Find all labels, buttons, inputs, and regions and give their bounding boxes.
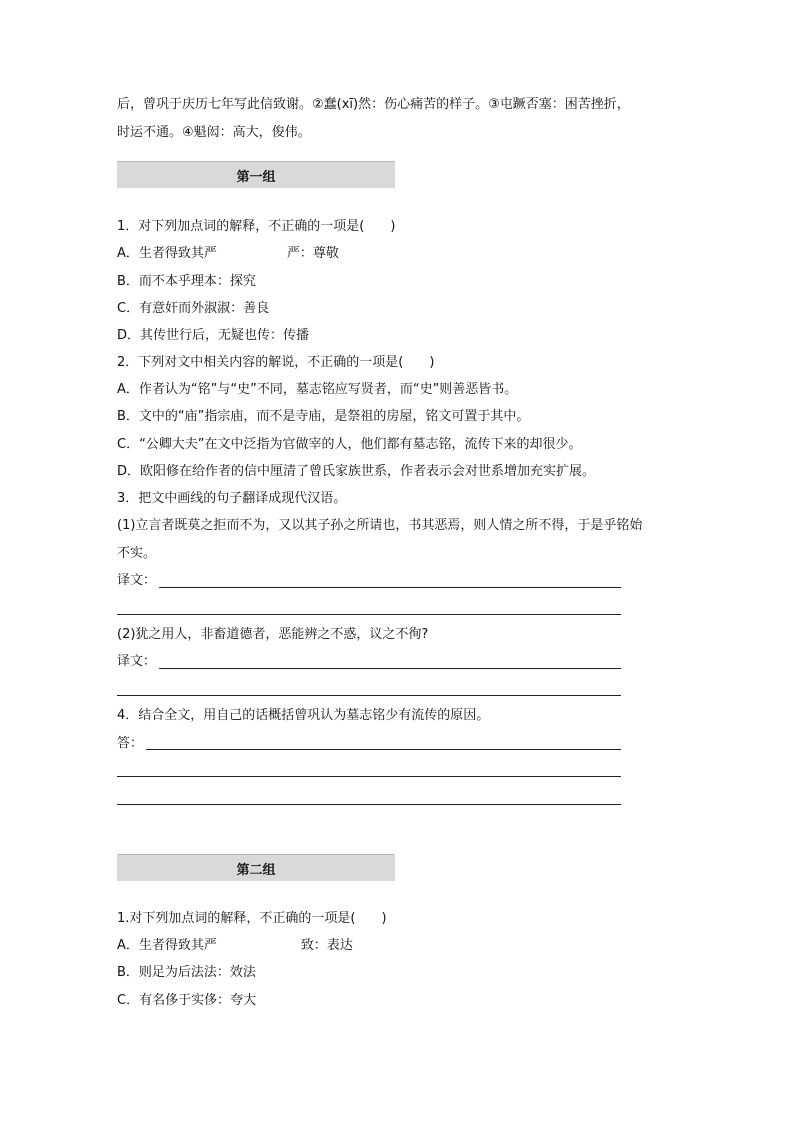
group-1-title: 第一组: [236, 169, 276, 185]
g1-q4-answer-label: 答：: [117, 736, 144, 751]
g1-q3-sentence-1-line-2: 不实。: [117, 546, 157, 561]
g2-q1-stem: 1.对下列加点词的解释，不正确的一项是( ): [117, 911, 387, 926]
g1-q3-sentence-2: (2)犹之用人，非畜道德者，恶能辨之不惑，议之不徇?: [117, 627, 429, 642]
g2-q1-option-a: [117, 937, 353, 955]
g1-q2-stem: 2．下列对文中相关内容的解说，不正确的一项是( ): [117, 355, 435, 370]
g1-q3-answer-line-1a[interactable]: [159, 587, 621, 588]
g1-q1-option-a: [117, 245, 339, 263]
g1-q3-answer-line-2a[interactable]: [159, 668, 621, 669]
group-1-banner: [117, 161, 395, 188]
g2-q1-option-a-text: A．生者得致其严: [117, 938, 217, 953]
group-2-banner: [117, 854, 395, 881]
g1-q1-option-d: D．其传世行后，无疑也传：传播: [117, 328, 310, 343]
intro-line-2: 时运不通。④魁闳：高大，俊伟。: [117, 125, 311, 140]
g1-q1-option-b: B．而不本乎理本：探究: [117, 274, 256, 289]
g1-q2-option-d: D．欧阳修在给作者的信中厘清了曾氏家族世系，作者表示会对世系增加充实扩展。: [117, 464, 596, 479]
g1-q4-answer-line-3[interactable]: [117, 804, 621, 805]
g1-q3-translate-label-2: 译文：: [117, 654, 157, 669]
g2-q1-option-b: B．则足为后法法：效法: [117, 965, 256, 980]
g1-q2-option-c: C．“公卿大夫”在文中泛指为官做宰的人，他们都有墓志铭，流传下来的却很少。: [117, 437, 582, 452]
g1-q3-answer-line-1b[interactable]: [117, 614, 621, 615]
g1-q3-stem: 3．把文中画线的句子翻译成现代汉语。: [117, 491, 347, 506]
g1-q3-sentence-1-line-1: (1)立言者既莫之拒而不为，又以其子孙之所请也，书其恶焉，则人情之所不得，于是乎铭始: [117, 518, 643, 533]
intro-line-1: 后，曾巩于庆历七年写此信致谢。②蠢(xī)然：伤心痛苦的样子。③屯蹶否塞：困苦挫折，: [117, 97, 630, 112]
g1-q1-stem: 1．对下列加点词的解释，不正确的一项是( ): [117, 219, 396, 234]
g1-q2-option-a: A．作者认为“铭”与“史”不同，墓志铭应写贤者，而“史”则善恶皆书。: [117, 382, 518, 397]
g2-q1-option-c: C．有名侈于实侈：夸大: [117, 993, 257, 1008]
g1-q3-answer-line-2b[interactable]: [117, 695, 621, 696]
g1-q1-option-a-text: A．生者得致其严: [117, 246, 217, 261]
g1-q2-option-b: B．文中的“庙”指宗庙，而不是寺庙，是祭祖的房屋，铭文可置于其中。: [117, 409, 530, 424]
g1-q1-option-a-gloss: 严：尊敬: [286, 246, 339, 261]
g1-q4-answer-line-1[interactable]: [146, 749, 621, 750]
g1-q4-answer-line-2[interactable]: [117, 776, 621, 777]
g2-q1-option-a-gloss: 致：表达: [300, 938, 353, 953]
g1-q4-stem: 4．结合全文，用自己的话概括曾巩认为墓志铭少有流传的原因。: [117, 708, 490, 723]
group-2-title: 第二组: [236, 862, 276, 878]
g1-q1-option-c: C．有意奸而外淑淑：善良: [117, 301, 270, 316]
g1-q3-translate-label-1: 译文：: [117, 573, 157, 588]
